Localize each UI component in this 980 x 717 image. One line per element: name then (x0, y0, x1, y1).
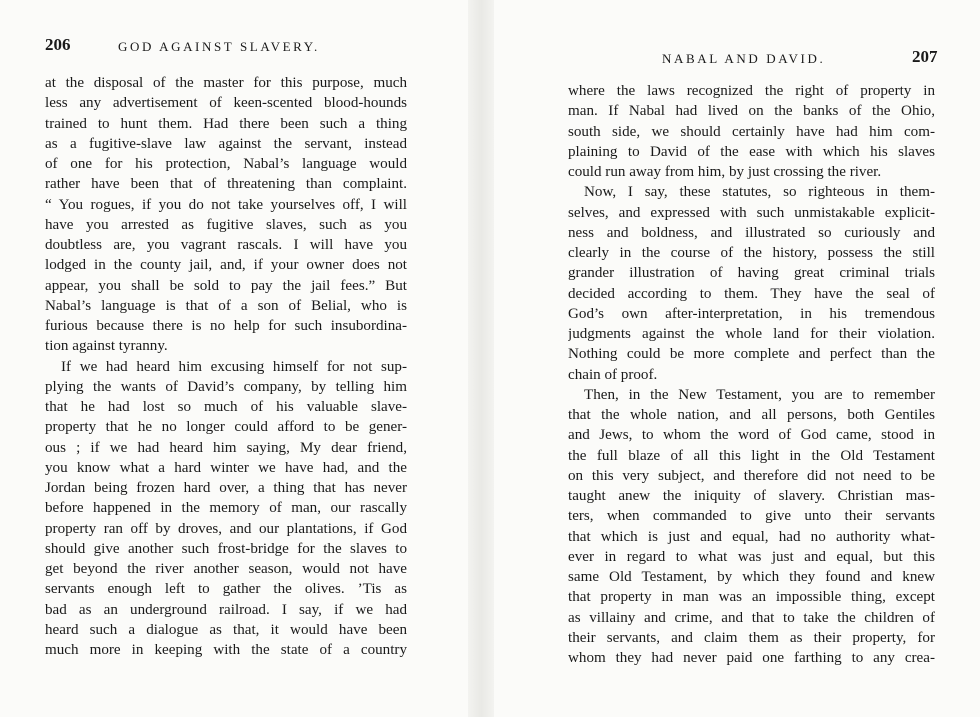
text-line: If we had heard him excusing himself for not sup- (61, 358, 407, 375)
text-line: Jordan being frozen hard over, a thing that has never (45, 480, 407, 496)
text-line: decided according to them. They have the seal of (568, 285, 935, 302)
text-line: lodged in the county jail, and, if your owner does not (45, 257, 407, 274)
left-page (0, 0, 470, 717)
text-line: grander illustration of having great criminal trials (568, 265, 935, 282)
text-line: at the disposal of the master for this purpose, much (45, 75, 407, 91)
text-line: south side, we should certainly have had him com- (568, 123, 935, 140)
text-line: you know what a hard winter we have had, and the (45, 459, 407, 476)
text-line: property that he no longer could afford to be gener- (45, 419, 407, 436)
text-line: furious because there is no help for such insubordina- (45, 318, 407, 334)
text-line: man. If Nabal had lived on the banks of the Ohio, (568, 103, 935, 120)
page-body-text (568, 81, 935, 668)
text-line: judgments against the whole land for their violation. (568, 326, 935, 342)
text-line: doubtless are, you vagrant rascals. I will have you (45, 237, 407, 253)
text-line: whom they had never paid one farthing to any crea- (568, 650, 935, 666)
text-line: as villainy and crime, and that to take the children of (568, 609, 935, 626)
page-number: 207 (912, 47, 938, 66)
text-line: that the whole nation, and all persons, both Gentiles (568, 407, 935, 423)
text-line: less any advertisement of keen-scented blood-hounds (45, 95, 407, 112)
right-page (490, 0, 980, 717)
text-line: where the laws recognized the right of property in (568, 83, 935, 99)
text-line: have you arrested as fugitive slaves, such as you (45, 216, 407, 233)
text-line: ters, when commanded to give unto their servants (568, 508, 935, 525)
text-line: that which is just and equal, had no authority what- (568, 528, 935, 545)
page-body-text (45, 73, 407, 660)
text-line: of one for his protection, Nabal’s language would (45, 156, 407, 172)
text-line: trained to hunt them. Had there been such a thing (45, 115, 407, 132)
running-head: NABAL AND DAVID. (662, 51, 826, 66)
text-line: God’s own after-interpretation, in his tremendous (568, 305, 935, 322)
text-line: heard such a dialogue as that, it would have been (45, 621, 407, 638)
text-line: get beyond the river another season, would not have (45, 561, 407, 577)
text-line: and Jews, to whom the word of God came, stood in (568, 427, 935, 444)
text-line: “ You rogues, if you do not take yourselves off, I will (45, 196, 407, 213)
text-line: same Old Testament, by which they found and knew (568, 569, 935, 585)
text-line: Nabal’s language is that of a son of Belial, who is (45, 297, 407, 314)
text-line: servants enough left to gather the olives. ’Tis as (45, 581, 407, 598)
text-line: much more in keeping with the state of a country (45, 642, 407, 658)
text-line: their servants, and claim them as their property, for (568, 629, 935, 646)
text-line: could run away from him, by just crossing the river. (568, 164, 882, 180)
text-line: chain of proof. (568, 366, 658, 383)
text-line: before happened in the memory of man, our rascally (45, 500, 407, 517)
text-line: on this very subject, and therefore did not need to be (568, 467, 935, 484)
text-line: the full blaze of all this light in the Old Testament (568, 447, 935, 464)
text-line: tion against tyranny. (45, 338, 168, 355)
text-line: Now, I say, these statutes, so righteous in them- (584, 184, 935, 201)
text-line: Nothing could be more complete and perfect than the (568, 346, 935, 363)
running-head: GOD AGAINST SLAVERY. (118, 39, 320, 54)
text-line: should give another such frost-bridge for the slaves to (45, 540, 407, 557)
text-line: taught anew the iniquity of slavery. Christian mas- (568, 488, 935, 504)
text-line: bad as an underground railroad. I say, if we had (45, 601, 407, 618)
text-line: ous ; if we had heard him saying, My dear friend, (45, 439, 407, 456)
page-number: 206 (45, 35, 71, 54)
text-line: that property in man was an impossible thing, except (568, 589, 935, 606)
text-line: property ran off by droves, and our plantations, if God (45, 520, 407, 537)
text-line: Then, in the New Testament, you are to remember (584, 386, 935, 403)
text-line: plying the wants of David’s company, by telling him (45, 378, 407, 395)
text-line: ness and boldness, and illustrated so curiously and (568, 224, 935, 241)
text-line: selves, and expressed with such unmistakable explicit- (568, 204, 935, 221)
text-line: as a fugitive-slave law against the servant, instead (45, 135, 407, 152)
text-line: rather have been that of threatening than complaint. (45, 176, 407, 193)
text-line: clearly in the course of the history, possess the still (568, 245, 935, 261)
text-line: plaining to David of the ease with which his slaves (568, 143, 935, 160)
text-line: that he had lost so much of his valuable slave- (45, 399, 407, 415)
text-line: ever in regard to what was just and equal, but this (568, 548, 935, 565)
text-line: appear, you shall be sold to pay the jail fees.” But (45, 277, 407, 294)
